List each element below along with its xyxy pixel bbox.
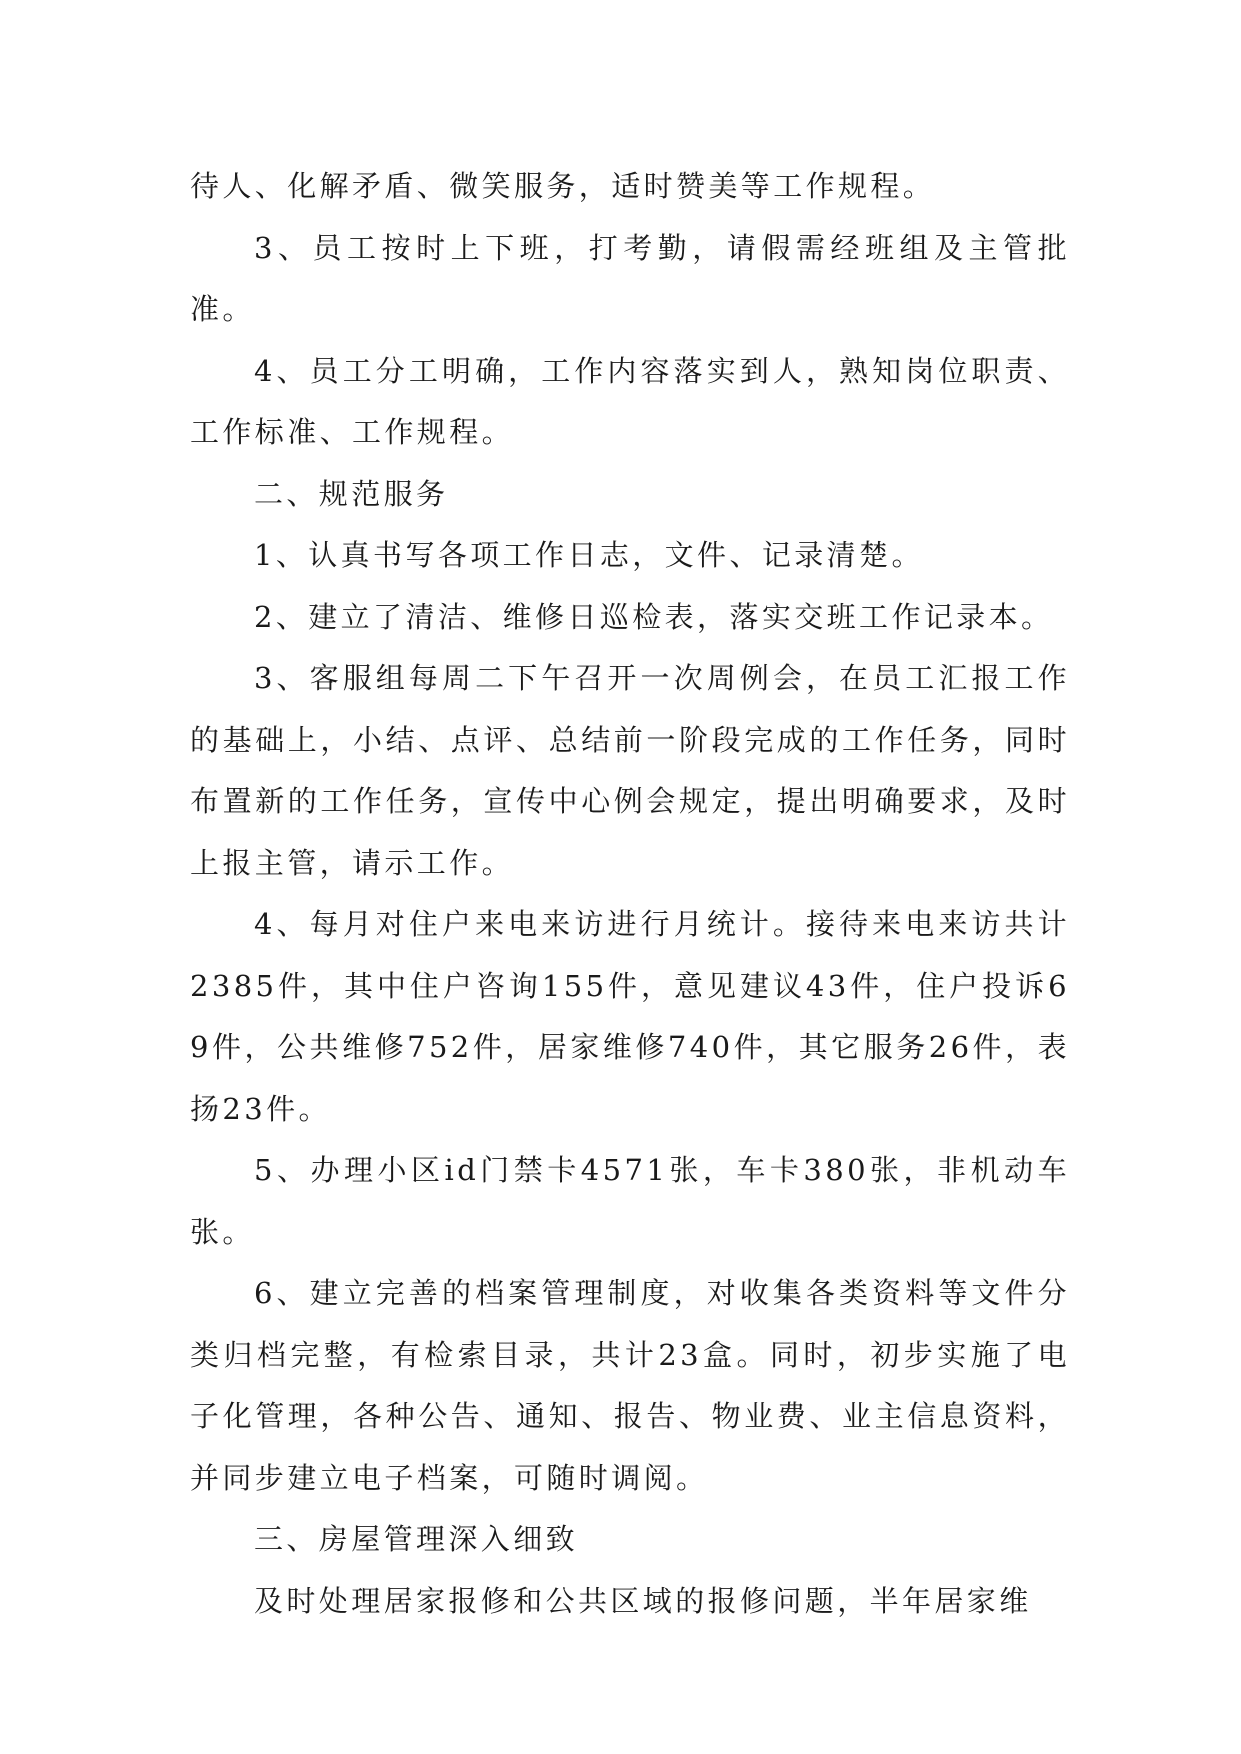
paragraph-repairs: 及时处理居家报修和公共区域的报修问题，半年居家维 (254, 1583, 1032, 1618)
paragraph-item-2-inspection: 2、建立了清洁、维修日巡检表，落实交班工作记录本。 (254, 599, 1054, 634)
section-heading-standard-service: 二、规范服务 (254, 476, 449, 511)
paragraph-continuation: 待人、化解矛盾、微笑服务，适时赞美等工作规程。 (190, 169, 936, 203)
section-heading-housing-management: 三、房屋管理深入细致 (254, 1522, 579, 1556)
paragraph-item-1-logs: 1、认真书写各项工作日志，文件、记录清楚。 (254, 538, 924, 572)
paragraph-item-6-archives: 6、建立完善的档案管理制度，对收集各类资料等文件分类归档完整，有检索目录，共计23盒。同时，初步实施了电子化管理，各种公告、通知、报告、物业费、业主信息资料，并同步建立电子档案，可随时调阅。 (190, 1276, 1070, 1495)
paragraph-item-3-weekly-meeting: 3、客服组每周二下午召开一次周例会，在员工汇报工作的基础上，小结、点评、总结前一阶段完成的工作任务，同时布置新的工作任务，宣传中心例会规定，提出明确要求，及时上报主管，请示工作。 (190, 661, 1070, 880)
document-body (190, 156, 1070, 1632)
paragraph-item-3-attendance: 3、员工按时上下班，打考勤，请假需经班组及主管批准。 (190, 230, 1070, 326)
paragraph-item-4-statistics: 4、每月对住户来电来访进行月统计。接待来电来访共计2385件，其中住户咨询155件，意见建议43件，住户投诉69件，公共维修752件，居家维修740件，其它服务26件，表扬23件。 (190, 907, 1070, 1126)
paragraph-item-4-division: 4、员工分工明确，工作内容落实到人，熟知岗位职责、工作标准、工作规程。 (190, 353, 1070, 449)
paragraph-item-5-cards: 5、办理小区id门禁卡4571张，车卡380张，非机动车张。 (190, 1153, 1070, 1249)
